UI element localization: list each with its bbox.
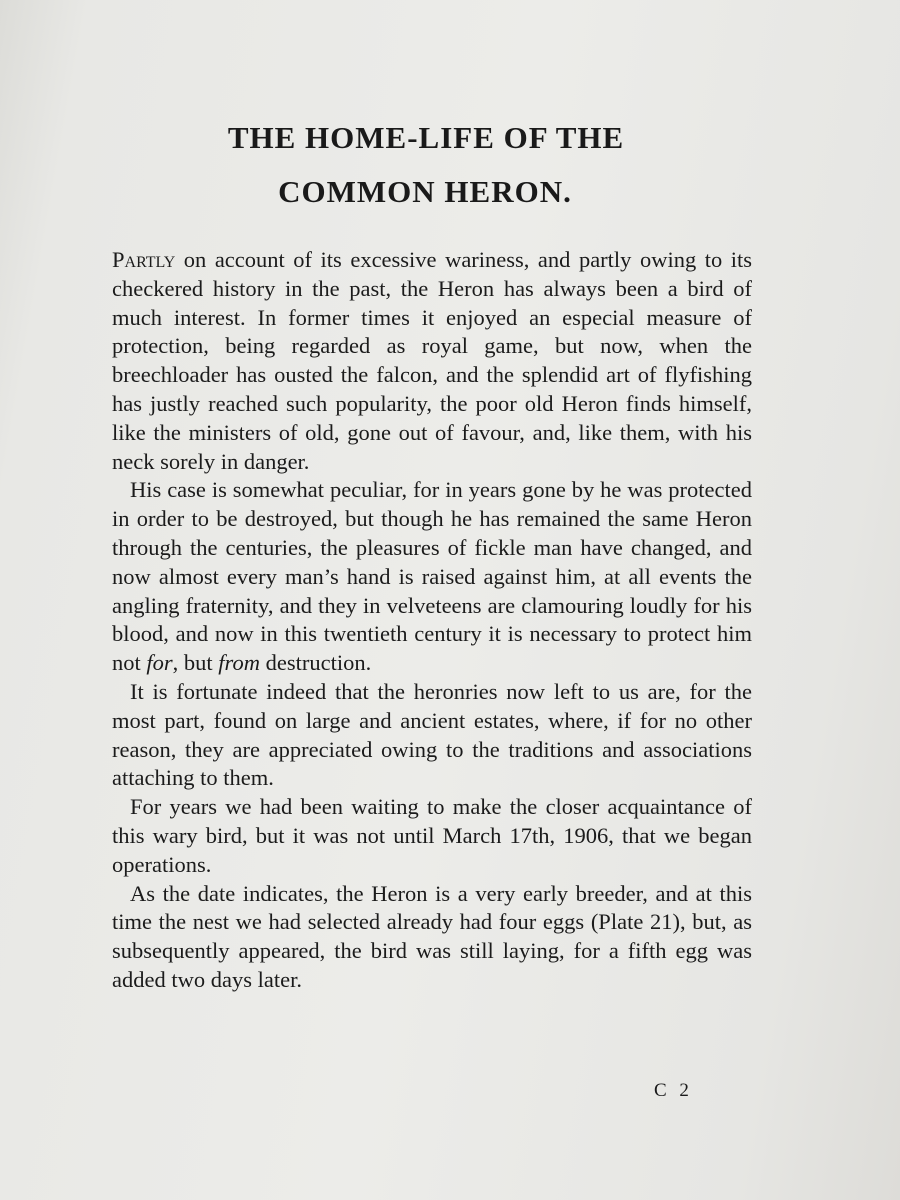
- body-text: [112, 246, 752, 995]
- paragraph-2-text-c: destruction.: [259, 650, 372, 676]
- paragraph-1: [112, 246, 752, 476]
- chapter-title-line-1: THE HOME-LIFE OF THE: [227, 120, 625, 155]
- paragraph-5: As the date indicates, the Heron is a very early breeder, and at this time the nest we had selected already had four eggs (Plate 21), but, as subsequently appeared, the bird was still laying, for a fifth egg was added two days later.: [112, 880, 752, 992]
- paragraph-2-italic-from: from: [218, 650, 260, 676]
- paragraph-2-text-b: , but: [172, 650, 219, 676]
- paragraph-1-lead-word: Partly: [112, 247, 176, 272]
- paragraph-3: It is fortunate indeed that the heronries now left to us are, for the most part, found on large and ancient estates, where, if for no other reason, they are appreciated owing to the traditions and associations attaching to them.: [112, 678, 752, 791]
- paragraph-1-text: on account of its excessive wariness, and partly owing to its checkered history in the past, the Heron has always been a bird of much interest. In former times it enjoyed an especial measure of protection, being regarded as royal game, but now, when the breechloader has ousted the falcon, and the splendid art of flyfishing has justly reached such popularity, the poor old Heron finds himself, like the ministers of old, gone out of favour, and, like them, with his neck sorely in danger.: [112, 247, 752, 474]
- signature-mark: C 2: [654, 1080, 693, 1101]
- paragraph-4: For years we had been waiting to make the closer acquaintance of this wary bird, but it was not until March 17th, 1906, that we began operations.: [112, 794, 752, 877]
- chapter-title-line-2: COMMON HERON.: [278, 174, 572, 209]
- paragraph-2-text-a: His case is somewhat peculiar, for in years gone by he was protected in order to be destroyed, but though he has remained the same Heron through the centuries, the pleasures of fickle man have changed, and now almost every man’s hand is raised against him, at all events the angling fraternity, and they in velveteens are clamouring loudly for his blood, and now in this twentieth century it is necessary to protect him not: [112, 477, 752, 676]
- paragraph-2: [112, 476, 752, 678]
- paragraph-2-italic-for: for: [146, 650, 173, 676]
